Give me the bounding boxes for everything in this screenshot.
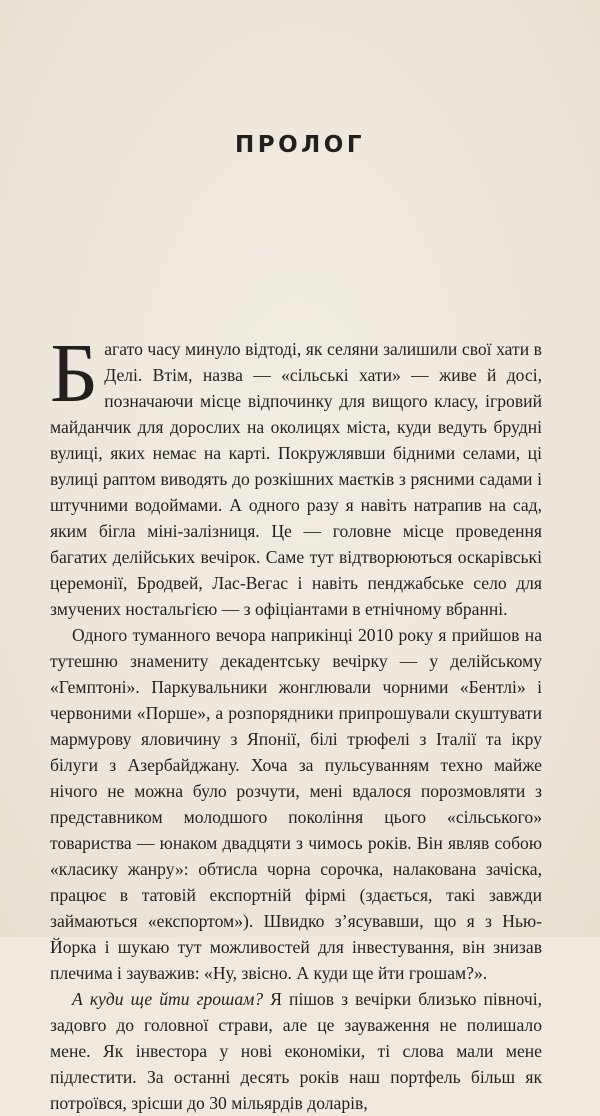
paragraph-1 bbox=[50, 327, 542, 622]
paragraph-3-italic-quote: А куди ще йти грошам? bbox=[72, 989, 264, 1009]
paragraph-2: Одного туманного вечора наприкінці 2010 року я прийшов на тутешню знаменитy декадентську вечірку — у делійському «Гемптоні». Паркувальники жонглювали чорними «Бентлі» і червоними «Порше», а розпорядники припрошували скуштувати мармурову яловичину з Японії, білі трюфелі з Італії та ікру білуги з Азербайджану. Хоча за пульсуванням техно майже нічого не можна було розчути, мені вдалося порозмовляти з представником молодшого покоління цього «сільського» товариства — юнаком двадцяти з чимось років. Він являв собою «класику жанру»: обтисла чорна сорочка, налакована зачіска, працює в татовій експортній фірмі (здається, такі завжди займаються «експортом»). Швидко з’ясувавши, що я з Нью-Йорка і шукаю тут можливостей для інвестування, він знизав плечима і зауважив: «Ну, звісно. А куди ще йти грошам?». bbox=[50, 625, 542, 983]
drop-cap-letter: Б bbox=[50, 327, 99, 420]
chapter-title: ПРОЛОГ bbox=[235, 132, 365, 158]
paragraph-1-text: агато часу минуло відтоді, як селяни залишили свої хати в Делі. Втім, назва — «сільські хати» — живе й досі, позначаючи місце відпочинку для вищого класу, ігровий майданчик для дорослих на околицях міста, куди ведуть брудні вулиці, яких немає на карті. Покружлявши бідними селами, ці вулиці раптом виводять до розкішних маєтків з рясними садами і штучними водоймами. А одного разу я навіть натрапив на сад, яким бігла міні-залізниця. Це — головне місце проведення багатих делійських вечірок. Саме тут відтворюються оскарівські церемонії, Бродвей, Лас-Вегас і навіть пенджабське село для змучених ностальгією — з офіціантами в етнічному вбранні. bbox=[50, 339, 542, 619]
chapter-body bbox=[50, 327, 542, 1116]
paragraph-3 bbox=[50, 986, 542, 1116]
paragraph-3-text: Я пішов з вечірки близько півночі, задовго до головної страви, але це зауваження не полишало мене. Як інвестора у нові економіки, ті слова мали мене підлестити. За останні десять років наш портфель більш як потроївся, зрісши до 30 мільярдів доларів, bbox=[50, 989, 542, 1113]
